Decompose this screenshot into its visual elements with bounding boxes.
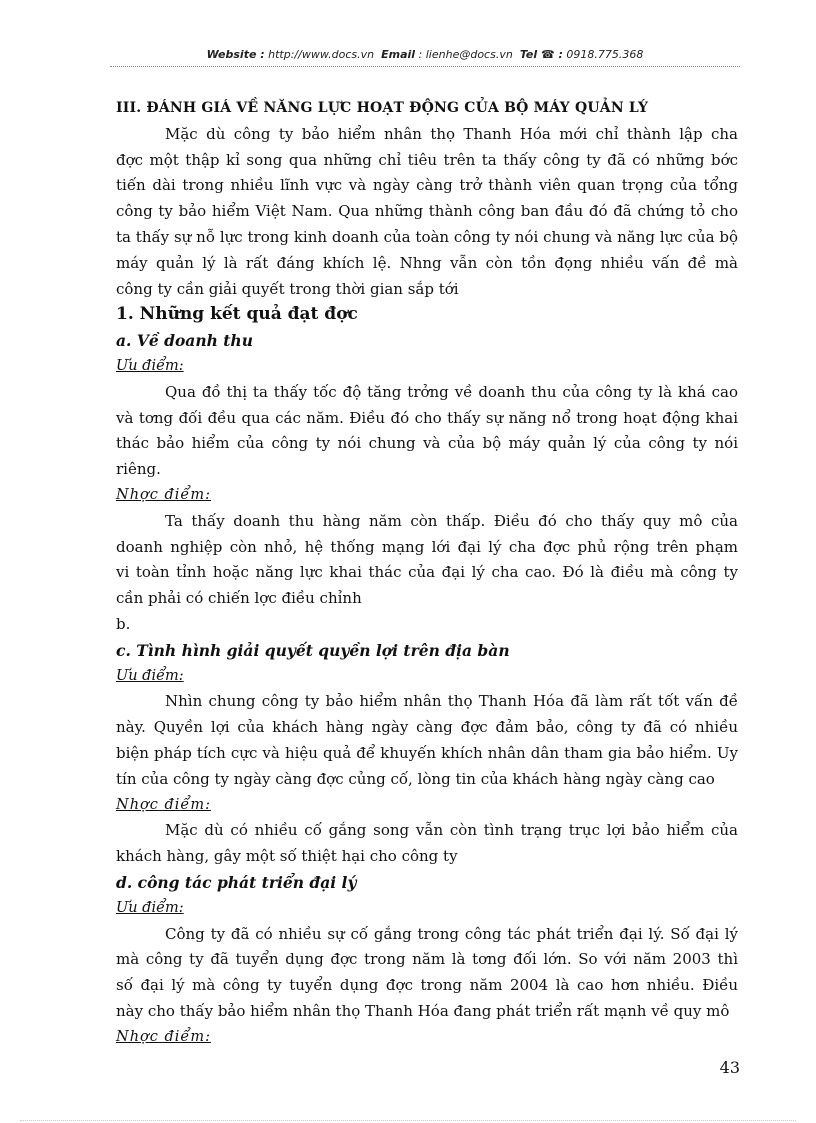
website-label: Website :	[206, 48, 265, 61]
paragraph-line: mà công ty đã tuyển dụng đợc trong năm là tơng đối lớn. So với năm 2003 thì	[116, 950, 738, 969]
email-label: Email	[381, 48, 416, 61]
con-label: Nhợc điểm:	[116, 1028, 211, 1045]
paragraph-line: này. Quyền lợi của khách hàng ngày càng đợc đảm bảo, công ty đã có nhiều	[116, 718, 738, 737]
paragraph-line: Nhìn chung công ty bảo hiểm nhân thọ Thanh Hóa đã làm rất tốt vấn đề	[165, 692, 738, 711]
subsection-a-title: a. Về doanh thu	[116, 331, 253, 351]
paragraph-line: riêng.	[116, 460, 161, 479]
con-label: Nhợc điểm:	[116, 486, 211, 503]
intro-line: tiến dài trong nhiều lĩnh vực và ngày càng trở thành viên quan trọng của tổng	[116, 176, 738, 195]
intro-line: đợc một thập kỉ song qua những chỉ tiêu trên ta thấy công ty đã có những bớc	[116, 150, 738, 169]
paragraph-line: vi toàn tỉnh hoặc năng lực khai thác của đại lý cha cao. Đó là điều mà công ty	[116, 563, 738, 582]
subsection-c-title: c. Tình hình giải quyết quyền lợi trên địa bàn	[116, 640, 510, 660]
page-number: 43	[719, 1058, 740, 1077]
subsection-b-title: b.	[116, 614, 131, 633]
heading-results: 1. Những kết quả đạt đợc	[116, 304, 358, 325]
header-divider	[110, 66, 740, 67]
intro-line: công ty bảo hiểm Việt Nam. Qua những thành công ban đầu đó đã chứng tỏ cho	[116, 202, 738, 221]
paragraph-line: Mặc dù có nhiều cố gắng song vẫn còn tình trạng trục lợi bảo hiểm của	[165, 821, 738, 840]
paragraph-line: thác bảo hiểm của công ty nói chung và của bộ máy quản lý của công ty nói	[116, 434, 738, 453]
paragraph-line: số đại lý mà công ty tuyển dụng đợc trong năm 2004 là cao hơn nhiều. Điều	[116, 976, 738, 995]
tel-value: 0918.775.368	[566, 48, 644, 61]
pro-label: Ưu điểm:	[116, 667, 184, 684]
intro-line: công ty cần giải quyết trong thời gian sắp tới	[116, 279, 459, 298]
website-url[interactable]: http://www.docs.vn	[268, 48, 375, 61]
page-header	[110, 48, 740, 61]
paragraph-line: cần phải có chiến lợc điều chỉnh	[116, 589, 362, 608]
footer-divider	[20, 1120, 796, 1121]
paragraph-line: và tơng đối đều qua các năm. Điều đó cho thấy sự năng nổ trong hoạt động khai	[116, 408, 738, 427]
paragraph-line: này cho thấy bảo hiểm nhân thọ Thanh Hóa đang phát triển rất mạnh về quy mô	[116, 1001, 730, 1020]
email-value[interactable]: : lienhe@docs.vn	[418, 48, 513, 61]
intro-line: Mặc dù công ty bảo hiểm nhân thọ Thanh Hóa mới chỉ thành lập cha	[165, 124, 738, 143]
tel-label: Tel ☎ :	[519, 48, 563, 61]
section-title: III. ĐÁNH GIÁ VỀ NĂNG LỰC HOẠT ĐỘNG CỦA BỘ MÁY QUẢN LÝ	[116, 100, 649, 116]
con-label: Nhợc điểm:	[116, 796, 211, 813]
subsection-d-title: d. công tác phát triển đại lý	[116, 872, 357, 892]
pro-label: Ưu điểm:	[116, 899, 184, 916]
pro-label: Ưu điểm:	[116, 357, 184, 374]
intro-line: máy quản lý là rất đáng khích lệ. Nhng vẫn còn tồn đọng nhiều vấn đề mà	[116, 253, 738, 272]
paragraph-line: Công ty đã có nhiều sự cố gắng trong công tác phát triển đại lý. Số đại lý	[165, 924, 738, 943]
intro-line: ta thấy sự nỗ lực trong kinh doanh của toàn công ty nói chung và năng lực của bộ	[116, 227, 738, 246]
paragraph-line: Ta thấy doanh thu hàng năm còn thấp. Điều đó cho thấy quy mô của	[165, 511, 738, 530]
document-body	[116, 96, 738, 1050]
paragraph-line: khách hàng, gây một số thiệt hại cho công ty	[116, 847, 458, 866]
paragraph-line: biện pháp tích cực và hiệu quả để khuyến khích nhân dân tham gia bảo hiểm. Uy	[116, 743, 738, 762]
paragraph-line: tín của công ty ngày càng đợc củng cố, lòng tin của khách hàng ngày càng cao	[116, 769, 715, 788]
paragraph-line: doanh nghiệp còn nhỏ, hệ thống mạng lới đại lý cha đợc phủ rộng trên phạm	[116, 537, 738, 556]
paragraph-line: Qua đồ thị ta thấy tốc độ tăng trởng về doanh thu của công ty là khá cao	[165, 382, 738, 401]
